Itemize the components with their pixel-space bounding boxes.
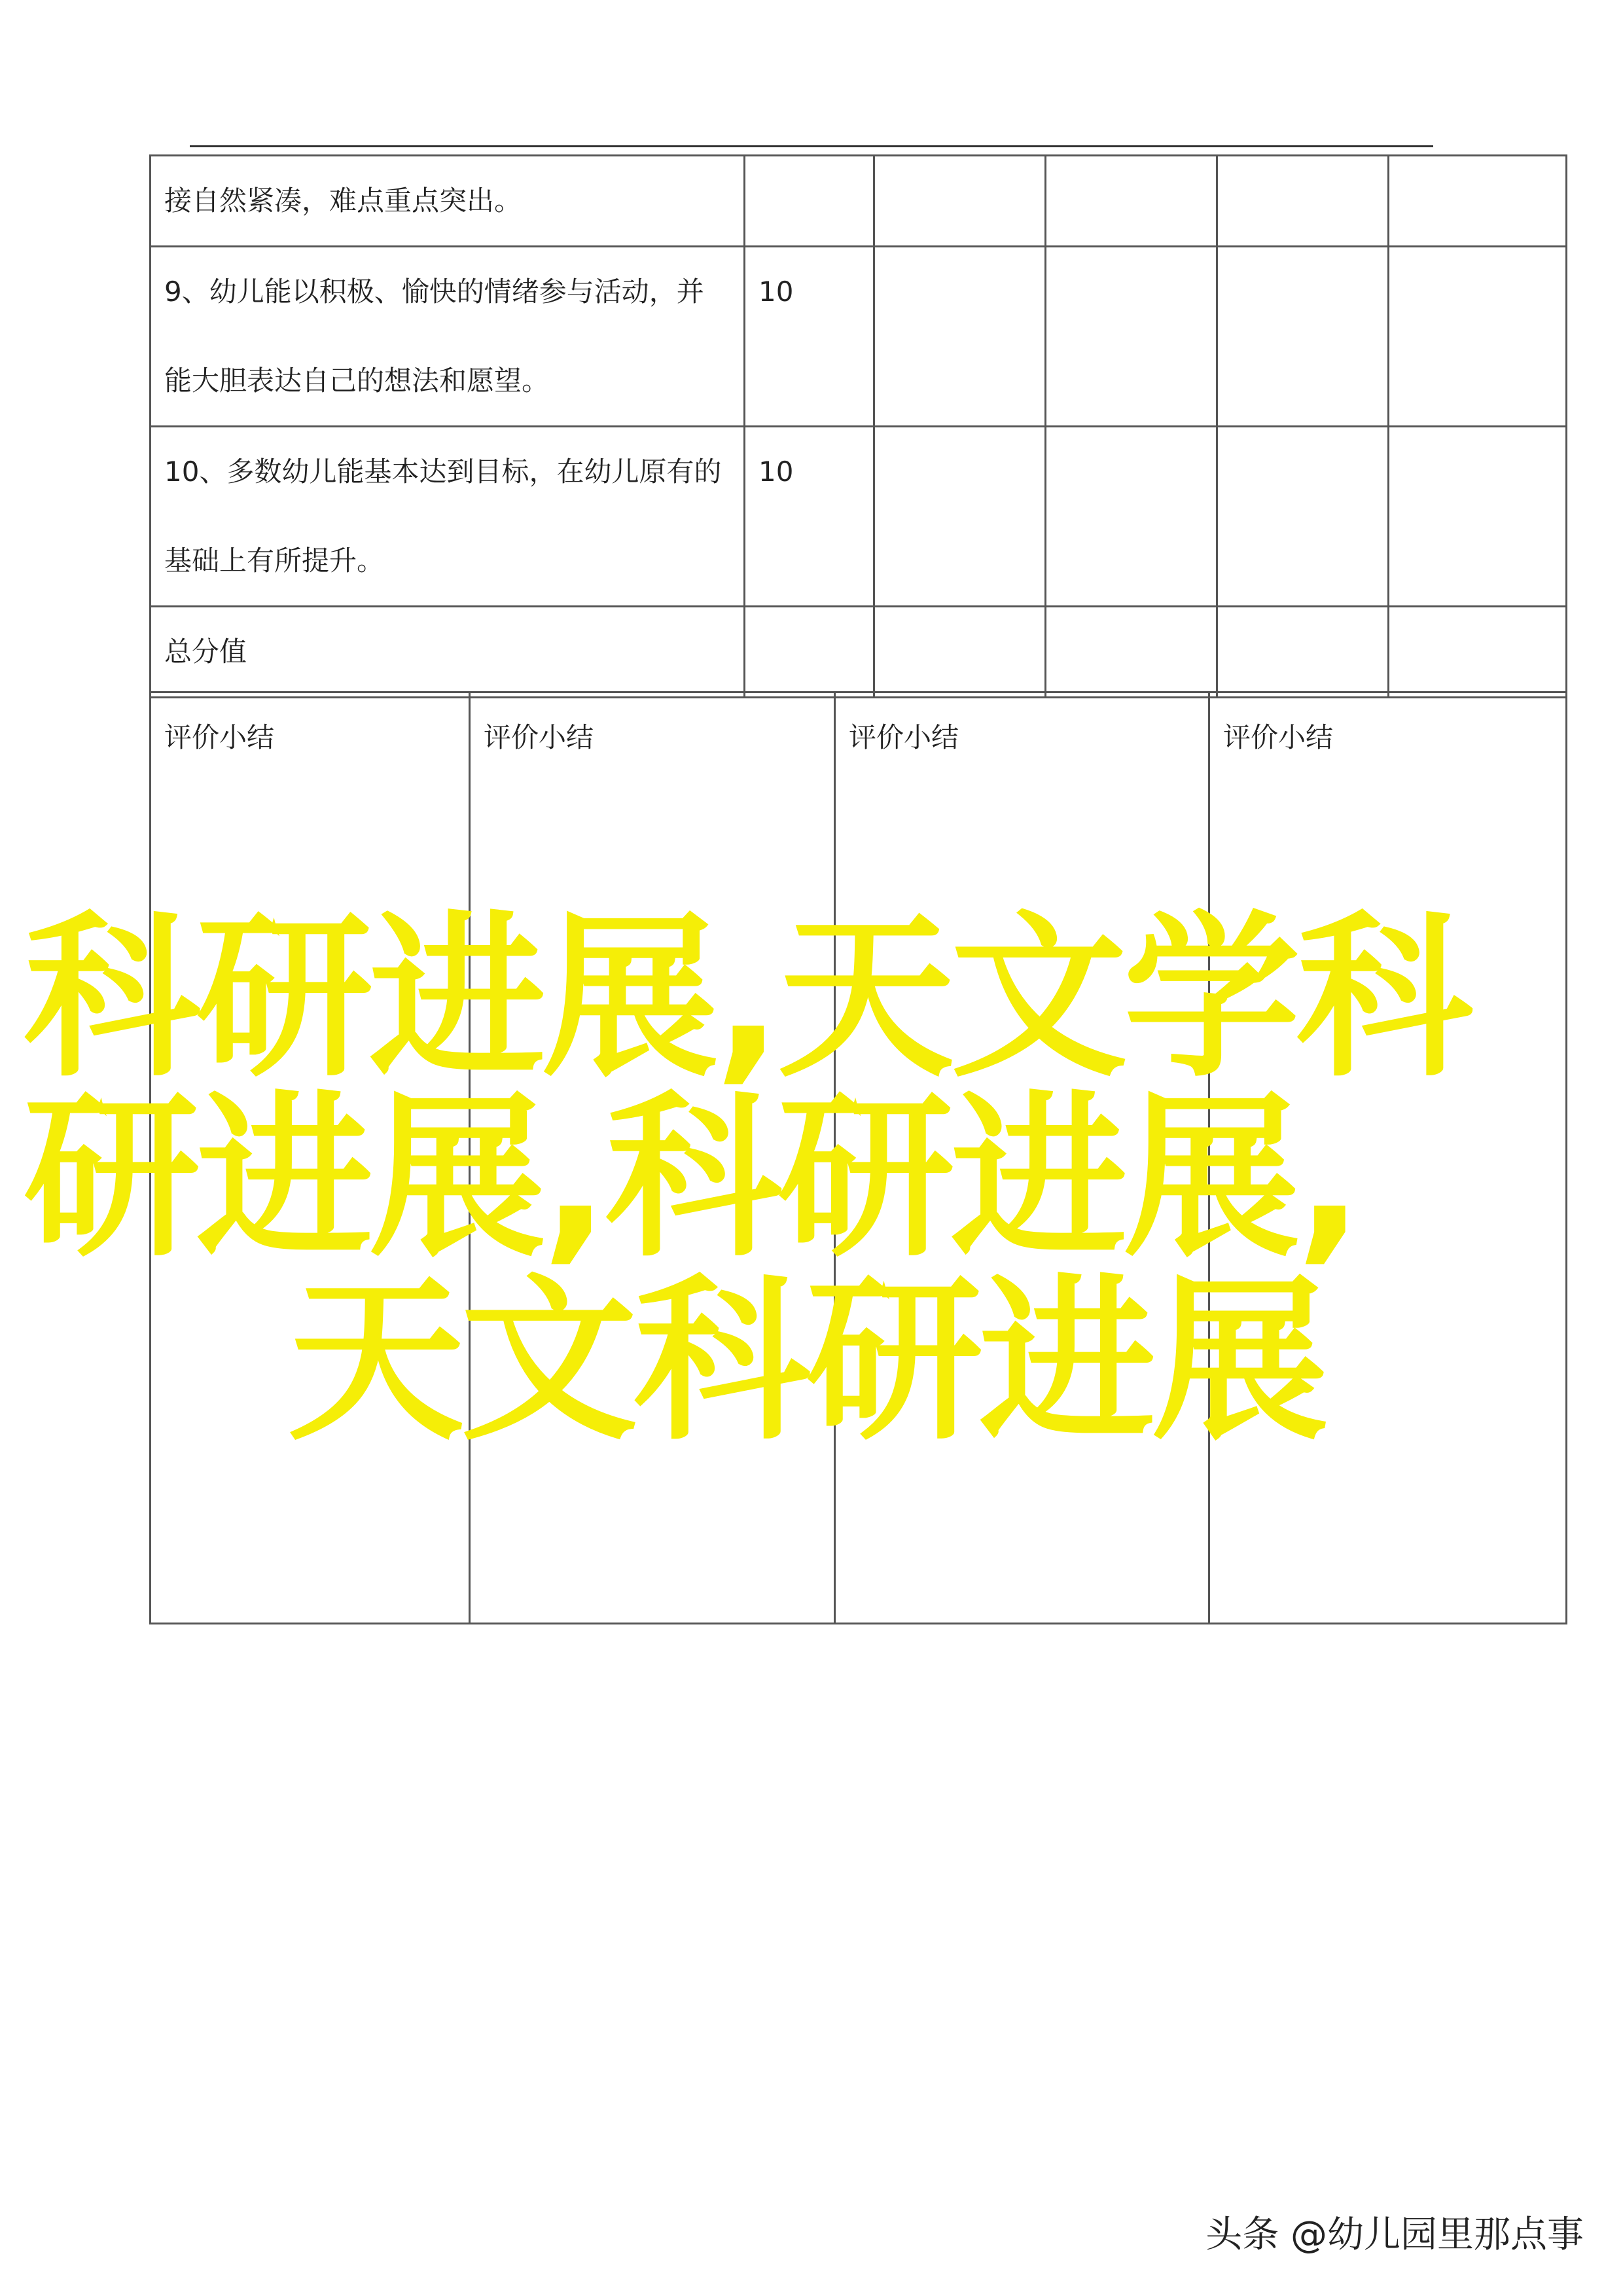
source-credit: 头条 @幼儿园里那点事	[1205, 2214, 1584, 2256]
table-row	[151, 156, 1567, 247]
rating-cell	[1046, 156, 1217, 247]
total-label-cell	[151, 607, 745, 698]
rating-cell	[874, 247, 1046, 427]
criterion-text-line2: 基础上有所提升。	[164, 545, 385, 577]
rating-cell	[1389, 427, 1567, 607]
summary-table	[149, 691, 1567, 1624]
score-value: 10	[758, 456, 794, 488]
table-row	[151, 247, 1567, 427]
rating-cell	[1046, 247, 1217, 427]
criterion-cell	[151, 156, 745, 247]
rating-cell	[1217, 247, 1389, 427]
criterion-cell	[151, 247, 745, 427]
watermark-line: 天文科研进展	[288, 1258, 1325, 1464]
rating-cell	[1217, 427, 1389, 607]
rating-cell	[874, 156, 1046, 247]
rating-cell	[1389, 607, 1567, 698]
score-cell	[745, 427, 874, 607]
summary-label: 评价小结	[849, 721, 959, 753]
rating-cell	[1217, 607, 1389, 698]
summary-cell	[470, 692, 835, 1624]
table-row	[151, 427, 1567, 607]
rating-cell	[874, 427, 1046, 607]
rating-cell	[1389, 156, 1567, 247]
summary-cell	[835, 692, 1209, 1624]
rating-cell	[874, 607, 1046, 698]
watermark-line: 研进展,科研进展,	[24, 1075, 1360, 1281]
watermark-line: 科研进展,天文学科	[24, 895, 1469, 1101]
criterion-text-line1: 10、多数幼儿能基本达到目标，在幼儿原有的	[164, 456, 722, 488]
summary-cell	[151, 692, 470, 1624]
criterion-text: 接自然紧凑，难点重点突出。	[164, 185, 522, 217]
evaluation-table	[149, 154, 1567, 698]
total-label: 总分值	[164, 636, 247, 668]
summary-label: 评价小结	[484, 721, 594, 753]
rating-cell	[1217, 156, 1389, 247]
rating-cell	[1046, 607, 1217, 698]
criterion-text-line1: 9、幼儿能以积极、愉快的情绪参与活动，并	[164, 276, 704, 308]
table-row-total	[151, 607, 1567, 698]
score-value: 10	[758, 276, 794, 308]
summary-label: 评价小结	[1223, 721, 1334, 753]
summary-cell	[1209, 692, 1567, 1624]
summary-label: 评价小结	[164, 721, 275, 753]
top-rule	[190, 145, 1433, 147]
score-cell	[745, 156, 874, 247]
score-cell	[745, 607, 874, 698]
summary-row	[151, 692, 1567, 1624]
criterion-text-line2: 能大胆表达自己的想法和愿望。	[164, 365, 550, 397]
rating-cell	[1389, 247, 1567, 427]
score-cell	[745, 247, 874, 427]
criterion-cell	[151, 427, 745, 607]
rating-cell	[1046, 427, 1217, 607]
